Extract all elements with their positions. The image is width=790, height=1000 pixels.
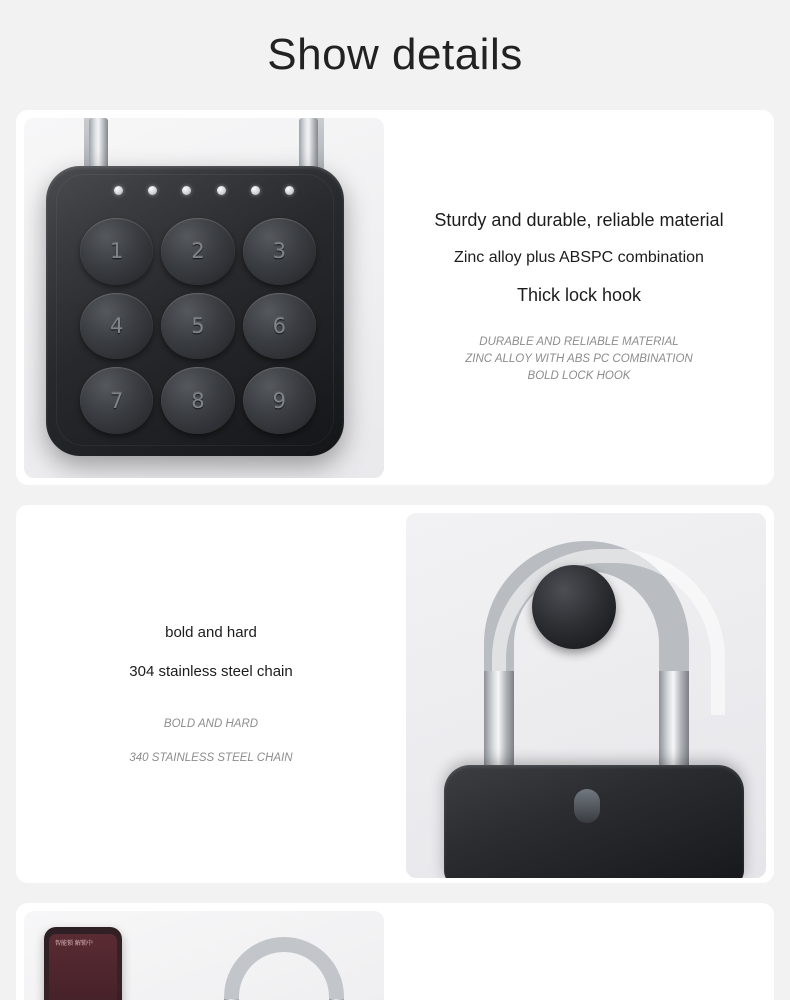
- material-caption-line-2: ZINC ALLOY WITH ABS PC COMBINATION: [465, 353, 693, 365]
- led-indicator-icon: [217, 186, 226, 195]
- detail-card-app: [16, 903, 774, 1000]
- detail-card-chain: [16, 505, 774, 883]
- material-caption-line-1: DURABLE AND RELIABLE MATERIAL: [479, 336, 679, 348]
- chain-subheadline: 304 stainless steel chain: [129, 663, 293, 680]
- material-copy-block: [384, 110, 774, 485]
- shackle-arc-graphic: [224, 937, 344, 1000]
- shackle-graphic: [224, 937, 344, 1000]
- led-indicator-icon: [148, 186, 157, 195]
- chain-caption-line-2: 340 STAINLESS STEEL CHAIN: [129, 752, 293, 764]
- phone-screen: [49, 934, 117, 1000]
- chain-headline: bold and hard: [165, 624, 257, 641]
- phone-graphic: [44, 927, 122, 1000]
- padlock-shackle-closeup-photo: [406, 513, 766, 878]
- keypad-key: 7: [80, 367, 153, 434]
- app-copy-block: [384, 903, 774, 1000]
- page-title: Show details: [267, 30, 523, 79]
- led-indicator-icon: [251, 186, 260, 195]
- lock-body-graphic: [46, 166, 344, 456]
- detail-card-material: [16, 110, 774, 485]
- keypad-key: 3: [243, 218, 316, 285]
- material-subheadline: Zinc alloy plus ABSPC combination: [454, 249, 704, 266]
- padlock-keypad-photo: [24, 118, 384, 478]
- lock-body-graphic: [444, 765, 744, 878]
- phone-app-and-lock-photo: [24, 911, 384, 1000]
- keypad-key: 4: [80, 293, 153, 360]
- keypad-key: 6: [243, 293, 316, 360]
- led-indicator-row: [114, 186, 294, 195]
- chain-copy-block: [16, 505, 406, 883]
- material-feature-line: Thick lock hook: [516, 285, 642, 305]
- material-headline: Sturdy and durable, reliable material: [434, 210, 724, 230]
- material-caption-line-3: BOLD LOCK HOOK: [527, 370, 631, 382]
- keypad: [80, 218, 316, 434]
- keypad-key: 8: [161, 367, 234, 434]
- keypad-key: 2: [161, 218, 234, 285]
- keypad-key: 5: [161, 293, 234, 360]
- keypad-key: 9: [243, 367, 316, 434]
- thumb-dial-graphic: [532, 565, 616, 649]
- phone-screen-text: 智能锁 解锁中: [55, 940, 93, 947]
- chain-caption-line-1: BOLD AND HARD: [163, 718, 259, 730]
- keypad-key: 1: [80, 218, 153, 285]
- led-indicator-icon: [182, 186, 191, 195]
- led-indicator-icon: [114, 186, 123, 195]
- led-indicator-icon: [285, 186, 294, 195]
- page-title-container: [0, 0, 790, 110]
